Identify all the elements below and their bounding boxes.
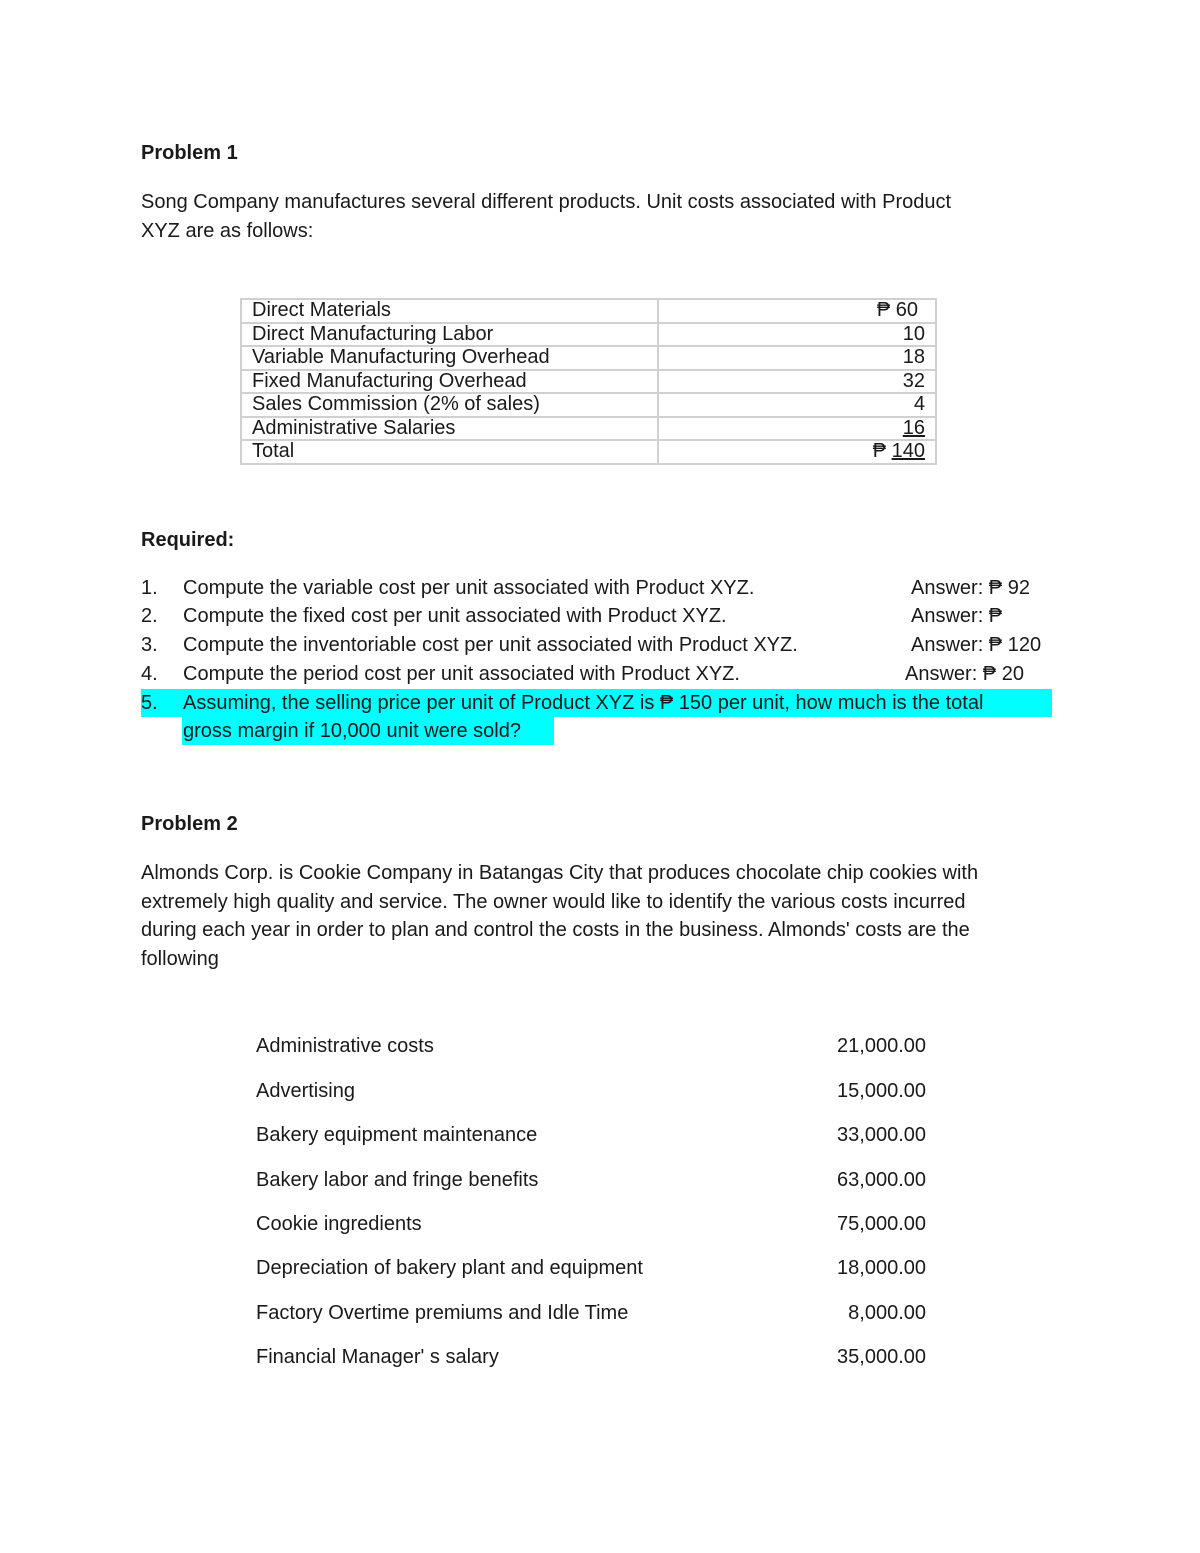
cost-value: 18 — [658, 346, 936, 370]
cost-label: Direct Manufacturing Labor — [241, 323, 658, 347]
cost-amount: 33,000.00 — [837, 1124, 926, 1146]
total-amount: 140 — [891, 440, 925, 462]
problem2-intro-line: during each year in order to plan and control the costs in the business. Almonds' costs are the — [141, 919, 970, 941]
cost-item — [256, 1122, 926, 1148]
required-item — [141, 574, 1061, 602]
cost-amount: 75,000.00 — [837, 1213, 926, 1235]
table-row — [241, 346, 936, 370]
item-answer: Answer: ₱ 92 — [911, 577, 1030, 599]
total-currency: ₱ — [872, 440, 887, 462]
table-row — [241, 370, 936, 394]
cost-name: Financial Manager' s salary — [256, 1346, 499, 1368]
cost-amount: 63,000.00 — [837, 1169, 926, 1191]
required-item — [141, 631, 1061, 659]
table-row — [241, 417, 936, 441]
cost-value: 4 — [658, 393, 936, 417]
item-number: 1. — [141, 577, 158, 599]
problem1-intro — [141, 188, 1061, 245]
cost-amount: 35,000.00 — [837, 1346, 926, 1368]
required-item — [141, 602, 1061, 630]
problem2-intro-line: extremely high quality and service. The owner would like to identify the various costs incurred — [141, 890, 966, 913]
cost-value: 16 — [658, 417, 936, 441]
cost-amount: 21,000.00 — [837, 1035, 926, 1057]
item-number: 4. — [141, 663, 158, 685]
item-number: 3. — [141, 634, 158, 656]
table-row — [241, 393, 936, 417]
cost-name: Cookie ingredients — [256, 1213, 422, 1235]
item-text: Compute the fixed cost per unit associated with Product XYZ. — [183, 605, 727, 627]
problem2-intro — [141, 859, 1061, 973]
total-value — [658, 440, 936, 464]
cost-label: Sales Commission (2% of sales) — [241, 393, 658, 417]
problem2-intro-line: Almonds Corp. is Cookie Company in Batangas City that produces chocolate chip cookies with — [141, 862, 979, 884]
item-number: 5. — [141, 692, 158, 714]
item-text: Compute the inventoriable cost per unit associated with Product XYZ. — [183, 634, 798, 656]
cost-name: Depreciation of bakery plant and equipment — [256, 1257, 643, 1279]
table-total-row — [241, 440, 936, 464]
item-answer: Answer: ₱ 120 — [911, 634, 1042, 656]
cost-value — [658, 299, 936, 323]
cost-item — [256, 1211, 926, 1237]
item-answer: Answer: ₱ — [911, 605, 1003, 627]
problem2-heading: Problem 2 — [141, 813, 238, 835]
required-item-continuation — [141, 717, 1061, 745]
problem1-intro-line: XYZ are as follows: — [141, 219, 314, 242]
cost-item — [256, 1300, 926, 1326]
cost-item — [256, 1078, 926, 1104]
problem2-intro-line: following — [141, 947, 219, 970]
table-row — [241, 299, 936, 323]
cost-amount: 15,000.00 — [837, 1080, 926, 1102]
cost-label: Direct Materials — [241, 299, 658, 323]
item-number: 2. — [141, 605, 158, 627]
item-text: gross margin if 10,000 unit were sold? — [183, 720, 521, 742]
required-item-highlighted — [141, 689, 1061, 717]
table-row — [241, 323, 936, 347]
cost-name: Advertising — [256, 1080, 355, 1102]
cost-value-text: ₱ 60 — [876, 299, 918, 321]
cost-amount: 18,000.00 — [837, 1257, 926, 1279]
cost-item — [256, 1033, 926, 1059]
item-answer: Answer: ₱ 20 — [905, 663, 1024, 685]
cost-label: Fixed Manufacturing Overhead — [241, 370, 658, 394]
cost-value: 10 — [658, 323, 936, 347]
cost-amount: 8,000.00 — [848, 1302, 926, 1324]
problem1-heading: Problem 1 — [141, 142, 238, 164]
item-text: Compute the period cost per unit associated with Product XYZ. — [183, 663, 740, 685]
required-heading: Required: — [141, 529, 235, 551]
unit-cost-table — [240, 298, 937, 465]
cost-name: Bakery equipment maintenance — [256, 1124, 538, 1146]
cost-name: Bakery labor and fringe benefits — [256, 1169, 539, 1191]
cost-label: Variable Manufacturing Overhead — [241, 346, 658, 370]
total-label: Total — [241, 440, 658, 464]
item-text: Assuming, the selling price per unit of Product XYZ is ₱ 150 per unit, how much is the total — [183, 692, 984, 714]
cost-item — [256, 1167, 926, 1193]
cost-item — [256, 1344, 926, 1370]
cost-name: Administrative costs — [256, 1035, 434, 1057]
item-text: Compute the variable cost per unit associated with Product XYZ. — [183, 577, 755, 599]
cost-value: 32 — [658, 370, 936, 394]
problem1-intro-line: Song Company manufactures several different products. Unit costs associated with Product — [141, 191, 952, 213]
cost-name: Factory Overtime premiums and Idle Time — [256, 1302, 629, 1324]
cost-item — [256, 1255, 926, 1281]
required-item — [141, 660, 1061, 688]
cost-label: Administrative Salaries — [241, 417, 658, 441]
